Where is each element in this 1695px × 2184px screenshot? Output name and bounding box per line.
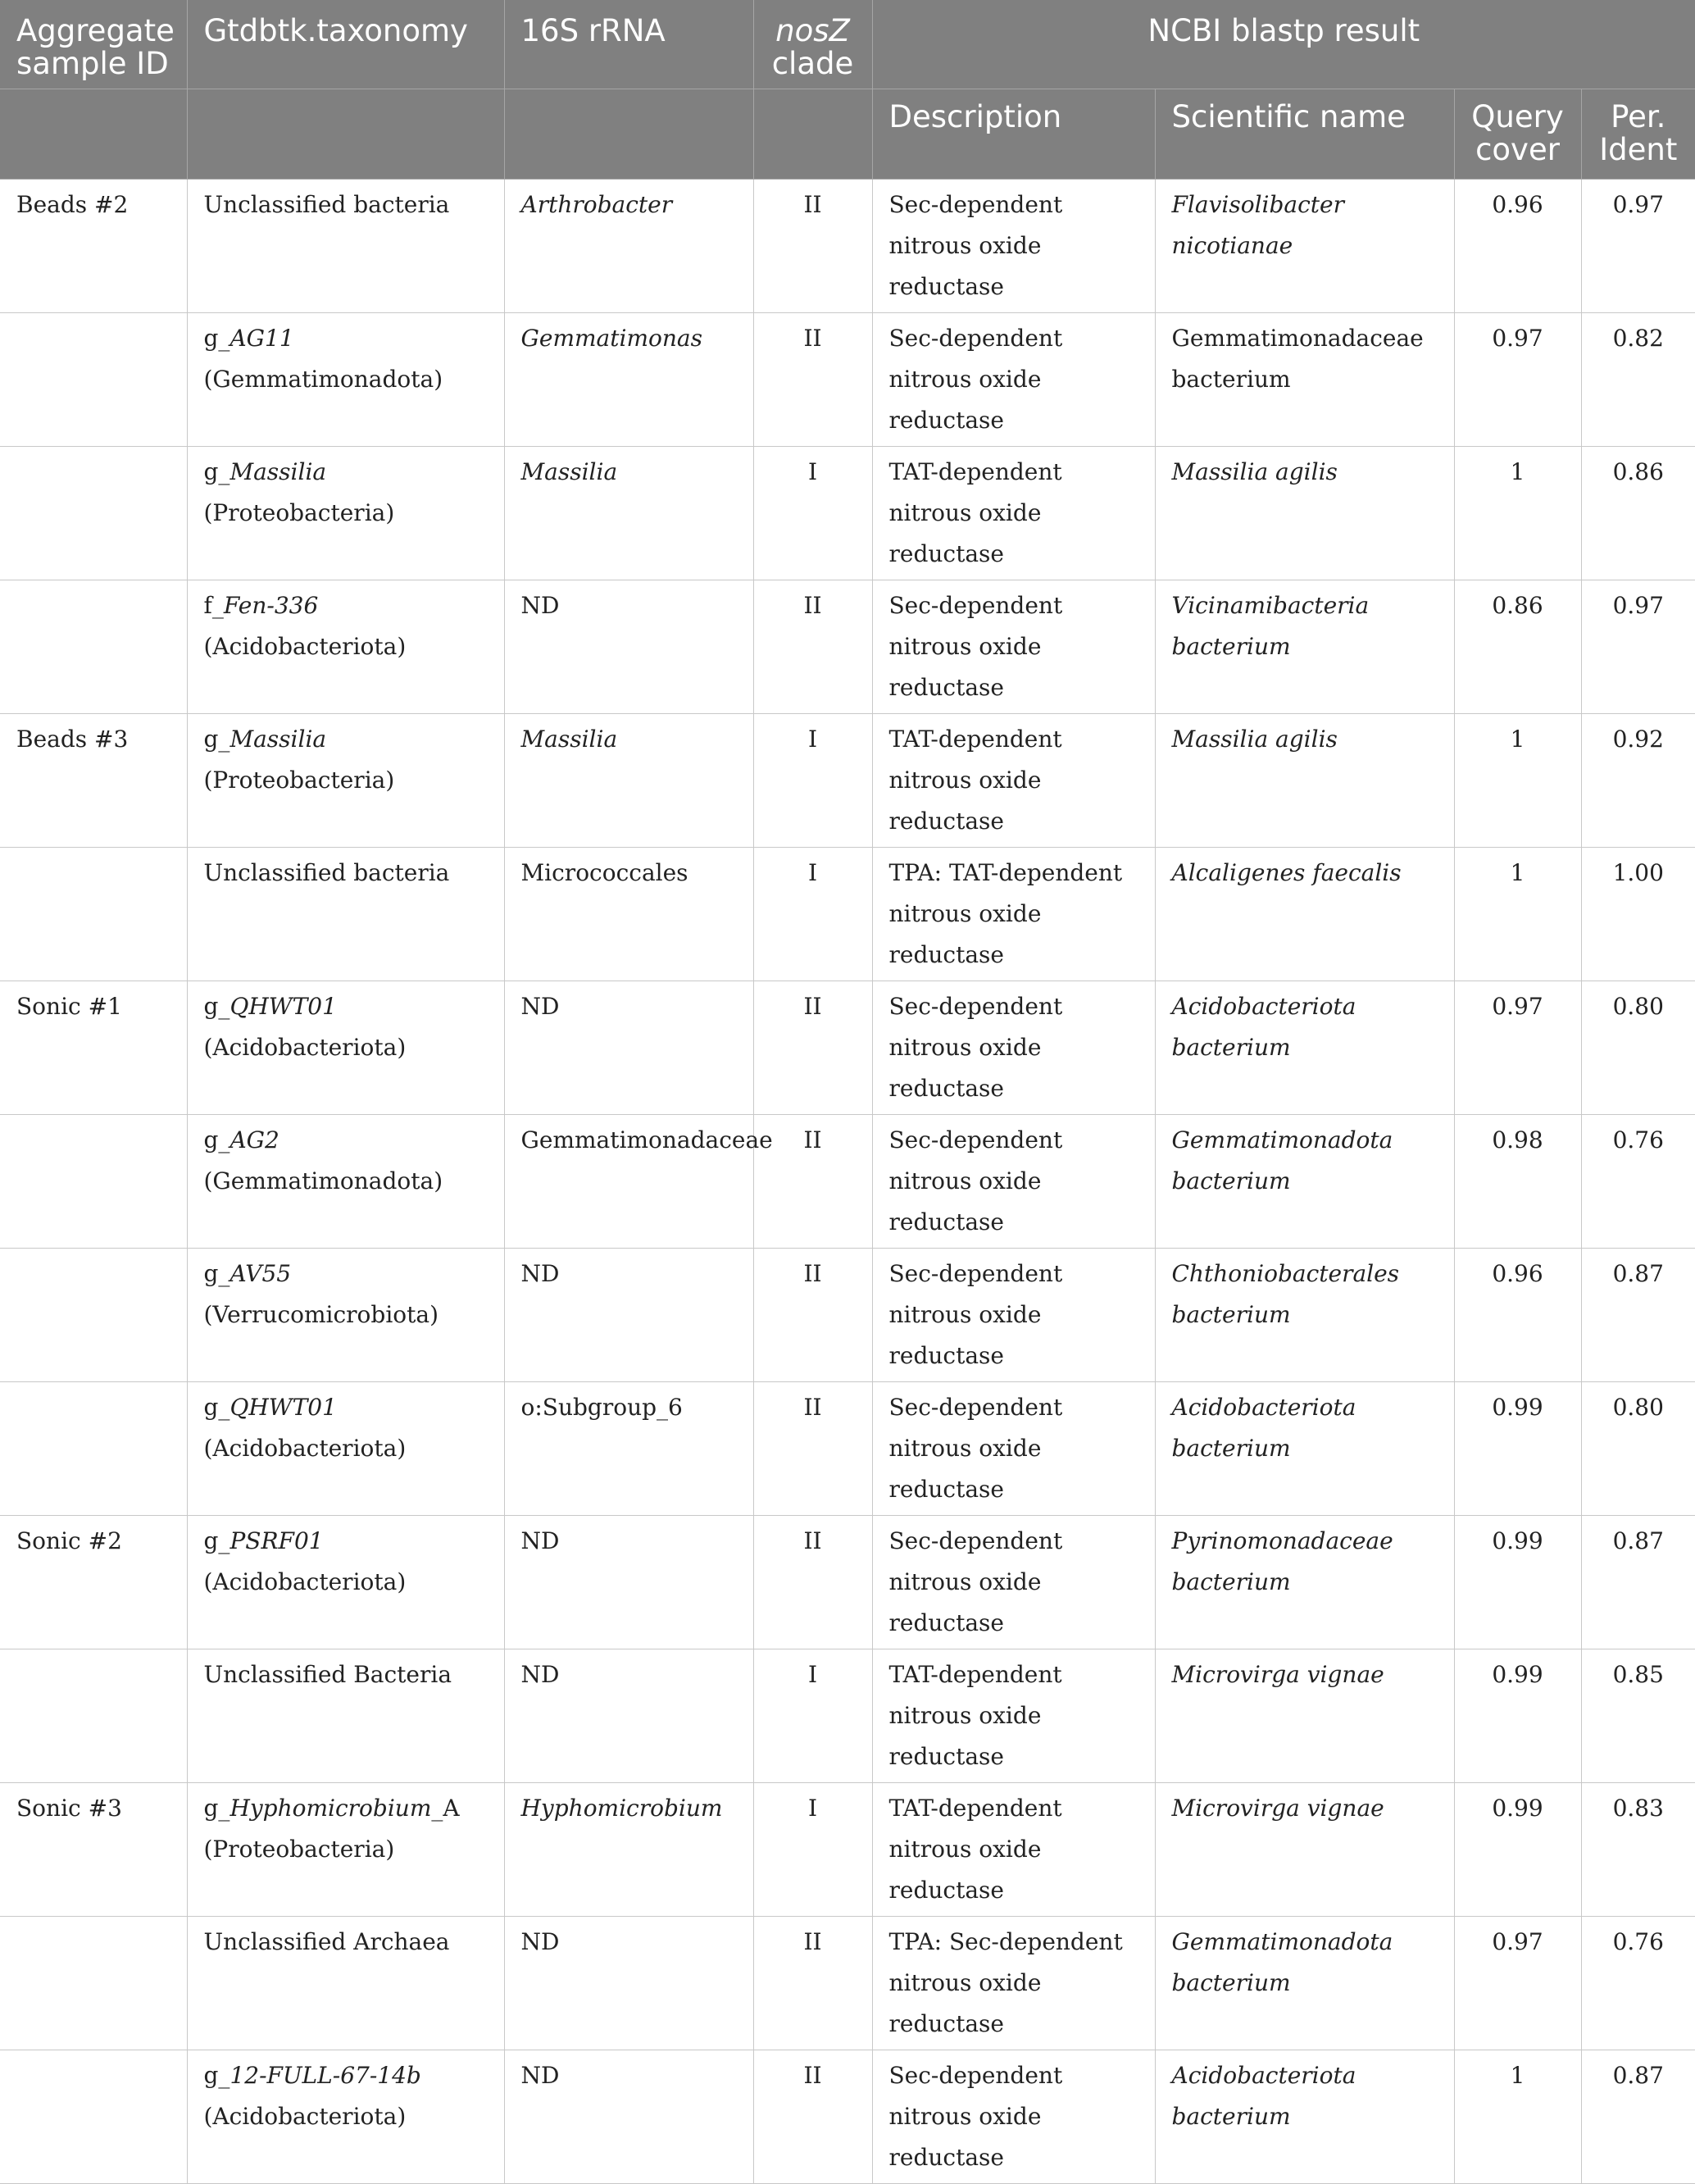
cell-scientific-name: Gemmatimonadota bacterium [1155, 1115, 1454, 1249]
taxonomy-prefix: Unclassified bacteria [203, 191, 450, 218]
cell-nosz-clade: I [753, 1649, 872, 1783]
cell-description: Sec-dependent nitrous oxide reductase [872, 1115, 1155, 1249]
cell-gtdbtk-taxonomy [187, 313, 504, 447]
cell-gtdbtk-taxonomy [187, 180, 504, 313]
cell-query-cover: 1 [1454, 714, 1581, 848]
taxonomy-genus: AG2 [229, 1126, 279, 1153]
cell-sample-id: Sonic #2 [0, 1516, 187, 1649]
cell-query-cover: 0.86 [1454, 580, 1581, 714]
cell-description: TAT-dependent nitrous oxide reductase [872, 1649, 1155, 1783]
cell-nosz-clade: II [753, 1249, 872, 1382]
header-aggregate-sample-id: Aggregate sample ID [0, 0, 187, 89]
cell-gtdbtk-taxonomy [187, 714, 504, 848]
header-row-2 [0, 89, 1695, 180]
cell-query-cover: 0.99 [1454, 1382, 1581, 1516]
cell-description: Sec-dependent nitrous oxide reductase [872, 313, 1155, 447]
taxonomy-suffix: (Acidobacteriota) [203, 1435, 407, 1462]
cell-nosz-clade: II [753, 2050, 872, 2184]
cell-query-cover: 1 [1454, 2050, 1581, 2184]
taxonomy-prefix: g_ [203, 1260, 230, 1287]
cell-nosz-clade: I [753, 714, 872, 848]
cell-scientific-name: Acidobacteriota bacterium [1155, 2050, 1454, 2184]
cell-scientific-name: Pyrinomonadaceae bacterium [1155, 1516, 1454, 1649]
taxonomy-prefix: g_ [203, 2062, 230, 2089]
cell-16s-rrna: ND [504, 1516, 753, 1649]
cell-nosz-clade: II [753, 313, 872, 447]
header-nosz-clade [753, 0, 872, 89]
taxonomy-genus: AV55 [229, 1260, 292, 1287]
cell-nosz-clade: II [753, 180, 872, 313]
table-row [0, 1649, 1695, 1783]
cell-scientific-name: Vicinamibacteria bacterium [1155, 580, 1454, 714]
table-body [0, 180, 1695, 2184]
cell-sample-id [0, 1917, 187, 2050]
header-nosz-label: nosZ [775, 13, 850, 48]
cell-16s-rrna: Gemmatimonas [504, 313, 753, 447]
cell-query-cover: 0.96 [1454, 180, 1581, 313]
taxonomy-suffix: (Acidobacteriota) [203, 1034, 407, 1061]
cell-per-ident: 0.82 [1581, 313, 1695, 447]
cell-gtdbtk-taxonomy [187, 981, 504, 1115]
table-row [0, 1249, 1695, 1382]
taxonomy-prefix: Unclassified bacteria [203, 859, 450, 886]
cell-query-cover: 1 [1454, 848, 1581, 981]
cell-nosz-clade: II [753, 1115, 872, 1249]
cell-nosz-clade: I [753, 1783, 872, 1917]
cell-description: TAT-dependent nitrous oxide reductase [872, 714, 1155, 848]
cell-sample-id [0, 313, 187, 447]
cell-scientific-name: Massilia agilis [1155, 714, 1454, 848]
cell-per-ident: 0.87 [1581, 2050, 1695, 2184]
cell-16s-rrna: Massilia [504, 714, 753, 848]
cell-description: Sec-dependent nitrous oxide reductase [872, 1516, 1155, 1649]
table-row [0, 714, 1695, 848]
taxonomy-genus: Hyphomicrobium [229, 1795, 432, 1822]
cell-gtdbtk-taxonomy [187, 580, 504, 714]
cell-sample-id [0, 1249, 187, 1382]
header-scientific-name: Scientific name [1155, 89, 1454, 180]
cell-sample-id [0, 848, 187, 981]
cell-sample-id [0, 1115, 187, 1249]
table-row [0, 2050, 1695, 2184]
cell-nosz-clade: II [753, 1516, 872, 1649]
taxonomy-prefix: f_ [203, 592, 224, 619]
header-per-ident: Per. Ident [1581, 89, 1695, 180]
taxonomy-suffix: (Acidobacteriota) [203, 633, 407, 660]
header-empty-4 [753, 89, 872, 180]
table-row [0, 1382, 1695, 1516]
taxonomy-prefix: g_ [203, 726, 230, 753]
cell-description: TPA: TAT-dependent nitrous oxide reductase [872, 848, 1155, 981]
cell-description: Sec-dependent nitrous oxide reductase [872, 1382, 1155, 1516]
cell-query-cover: 0.96 [1454, 1249, 1581, 1382]
taxonomy-suffix: (Gemmatimonadota) [203, 1167, 443, 1194]
cell-16s-rrna: ND [504, 580, 753, 714]
taxonomy-prefix: g_ [203, 1126, 230, 1153]
taxonomy-suffix: (Gemmatimonadota) [203, 366, 443, 393]
taxonomy-prefix: Unclassified Archaea [203, 1928, 450, 1955]
cell-sample-id [0, 1382, 187, 1516]
cell-per-ident: 0.76 [1581, 1917, 1695, 2050]
cell-sample-id: Sonic #1 [0, 981, 187, 1115]
taxonomy-prefix: g_ [203, 458, 230, 485]
cell-16s-rrna: ND [504, 1917, 753, 2050]
cell-description: TAT-dependent nitrous oxide reductase [872, 1783, 1155, 1917]
cell-description: Sec-dependent nitrous oxide reductase [872, 1249, 1155, 1382]
cell-16s-rrna: o:Subgroup_6 [504, 1382, 753, 1516]
cell-16s-rrna: Gemmatimonadaceae [504, 1115, 753, 1249]
cell-per-ident: 0.87 [1581, 1249, 1695, 1382]
cell-scientific-name: Microvirga vignae [1155, 1649, 1454, 1783]
cell-query-cover: 0.98 [1454, 1115, 1581, 1249]
taxonomy-genus: Fen-336 [223, 592, 319, 619]
cell-per-ident: 0.83 [1581, 1783, 1695, 1917]
header-16s-rrna: 16S rRNA [504, 0, 753, 89]
cell-gtdbtk-taxonomy [187, 1917, 504, 2050]
cell-sample-id: Beads #2 [0, 180, 187, 313]
table-row [0, 981, 1695, 1115]
cell-sample-id [0, 1649, 187, 1783]
table-row [0, 313, 1695, 447]
cell-gtdbtk-taxonomy [187, 848, 504, 981]
taxonomy-genus: 12-FULL-67-14b [229, 2062, 421, 2089]
cell-nosz-clade: I [753, 447, 872, 580]
cell-nosz-clade: II [753, 1382, 872, 1516]
cell-description: Sec-dependent nitrous oxide reductase [872, 981, 1155, 1115]
table-row [0, 447, 1695, 580]
cell-scientific-name: Alcaligenes faecalis [1155, 848, 1454, 981]
cell-query-cover: 0.99 [1454, 1783, 1581, 1917]
cell-description: Sec-dependent nitrous oxide reductase [872, 180, 1155, 313]
taxonomy-prefix: Unclassified Bacteria [203, 1661, 452, 1688]
cell-scientific-name: Acidobacteriota bacterium [1155, 1382, 1454, 1516]
cell-per-ident: 0.76 [1581, 1115, 1695, 1249]
cell-16s-rrna: Hyphomicrobium [504, 1783, 753, 1917]
cell-query-cover: 0.99 [1454, 1649, 1581, 1783]
table-row [0, 1783, 1695, 1917]
cell-query-cover: 0.97 [1454, 313, 1581, 447]
cell-per-ident: 0.92 [1581, 714, 1695, 848]
cell-16s-rrna: Micrococcales [504, 848, 753, 981]
cell-sample-id: Sonic #3 [0, 1783, 187, 1917]
table-row [0, 1917, 1695, 2050]
cell-scientific-name: Chthoniobacterales bacterium [1155, 1249, 1454, 1382]
header-description: Description [872, 89, 1155, 180]
cell-query-cover: 0.99 [1454, 1516, 1581, 1649]
taxonomy-suffix: (Proteobacteria) [203, 499, 395, 526]
header-query-cover: Query cover [1454, 89, 1581, 180]
cell-16s-rrna: ND [504, 1649, 753, 1783]
taxonomy-genus: Massilia [229, 458, 327, 485]
cell-description: Sec-dependent nitrous oxide reductase [872, 2050, 1155, 2184]
cell-nosz-clade: II [753, 580, 872, 714]
cell-query-cover: 0.97 [1454, 981, 1581, 1115]
cell-16s-rrna: ND [504, 981, 753, 1115]
taxonomy-genus: PSRF01 [229, 1527, 324, 1554]
cell-per-ident: 0.87 [1581, 1516, 1695, 1649]
cell-scientific-name: Acidobacteriota bacterium [1155, 981, 1454, 1115]
cell-per-ident: 0.97 [1581, 180, 1695, 313]
cell-nosz-clade: II [753, 981, 872, 1115]
cell-sample-id: Beads #3 [0, 714, 187, 848]
taxonomy-genus: AG11 [229, 325, 294, 352]
table-row [0, 580, 1695, 714]
header-ncbi-blastp-result: NCBI blastp result [872, 0, 1695, 89]
cell-per-ident: 0.80 [1581, 1382, 1695, 1516]
cell-sample-id [0, 447, 187, 580]
cell-description: Sec-dependent nitrous oxide reductase [872, 580, 1155, 714]
taxonomy-suffix: (Acidobacteriota) [203, 1568, 407, 1595]
taxonomy-suffix: _A (Proteobacteria) [203, 1795, 460, 1863]
table-row [0, 848, 1695, 981]
cell-gtdbtk-taxonomy [187, 447, 504, 580]
cell-sample-id [0, 580, 187, 714]
cell-gtdbtk-taxonomy [187, 1382, 504, 1516]
cell-gtdbtk-taxonomy [187, 2050, 504, 2184]
cell-description: TPA: Sec-dependent nitrous oxide reductase [872, 1917, 1155, 2050]
taxonomy-genus: Massilia [229, 726, 327, 753]
header-gtdbtk-taxonomy: Gtdbtk.taxonomy [187, 0, 504, 89]
taxonomy-suffix: (Acidobacteriota) [203, 2103, 407, 2130]
cell-query-cover: 1 [1454, 447, 1581, 580]
taxonomy-suffix: (Verrucomicrobiota) [203, 1301, 439, 1328]
cell-gtdbtk-taxonomy [187, 1649, 504, 1783]
cell-gtdbtk-taxonomy [187, 1115, 504, 1249]
header-empty-2 [187, 89, 504, 180]
cell-16s-rrna: Arthrobacter [504, 180, 753, 313]
cell-sample-id [0, 2050, 187, 2184]
taxonomy-prefix: g_ [203, 993, 230, 1020]
taxonomy-prefix: g_ [203, 1394, 230, 1421]
cell-nosz-clade: I [753, 848, 872, 981]
cell-scientific-name: Massilia agilis [1155, 447, 1454, 580]
taxonomy-prefix: g_ [203, 1795, 230, 1822]
cell-gtdbtk-taxonomy [187, 1516, 504, 1649]
header-clade-label: clade [771, 46, 854, 81]
header-empty-3 [504, 89, 753, 180]
cell-per-ident: 0.80 [1581, 981, 1695, 1115]
header-empty-1 [0, 89, 187, 180]
table-row [0, 1516, 1695, 1649]
taxonomy-prefix: g_ [203, 325, 230, 352]
cell-per-ident: 0.97 [1581, 580, 1695, 714]
cell-nosz-clade: II [753, 1917, 872, 2050]
cell-query-cover: 0.97 [1454, 1917, 1581, 2050]
cell-description: TAT-dependent nitrous oxide reductase [872, 447, 1155, 580]
table-row [0, 180, 1695, 313]
cell-gtdbtk-taxonomy [187, 1783, 504, 1917]
cell-per-ident: 1.00 [1581, 848, 1695, 981]
cell-scientific-name: Flavisolibacter nicotianae [1155, 180, 1454, 313]
cell-gtdbtk-taxonomy [187, 1249, 504, 1382]
cell-16s-rrna: ND [504, 2050, 753, 2184]
cell-16s-rrna: Massilia [504, 447, 753, 580]
taxonomy-genus: QHWT01 [229, 993, 337, 1020]
cell-scientific-name: Gemmatimonadota bacterium [1155, 1917, 1454, 2050]
cell-per-ident: 0.85 [1581, 1649, 1695, 1783]
cell-16s-rrna: ND [504, 1249, 753, 1382]
cell-per-ident: 0.86 [1581, 447, 1695, 580]
taxonomy-genus: QHWT01 [229, 1394, 337, 1421]
header-row-1 [0, 0, 1695, 89]
taxonomy-prefix: g_ [203, 1527, 230, 1554]
table-row [0, 1115, 1695, 1249]
taxonomy-suffix: (Proteobacteria) [203, 767, 395, 794]
cell-scientific-name: Microvirga vignae [1155, 1783, 1454, 1917]
cell-scientific-name: Gemmatimonadaceae bacterium [1155, 313, 1454, 447]
